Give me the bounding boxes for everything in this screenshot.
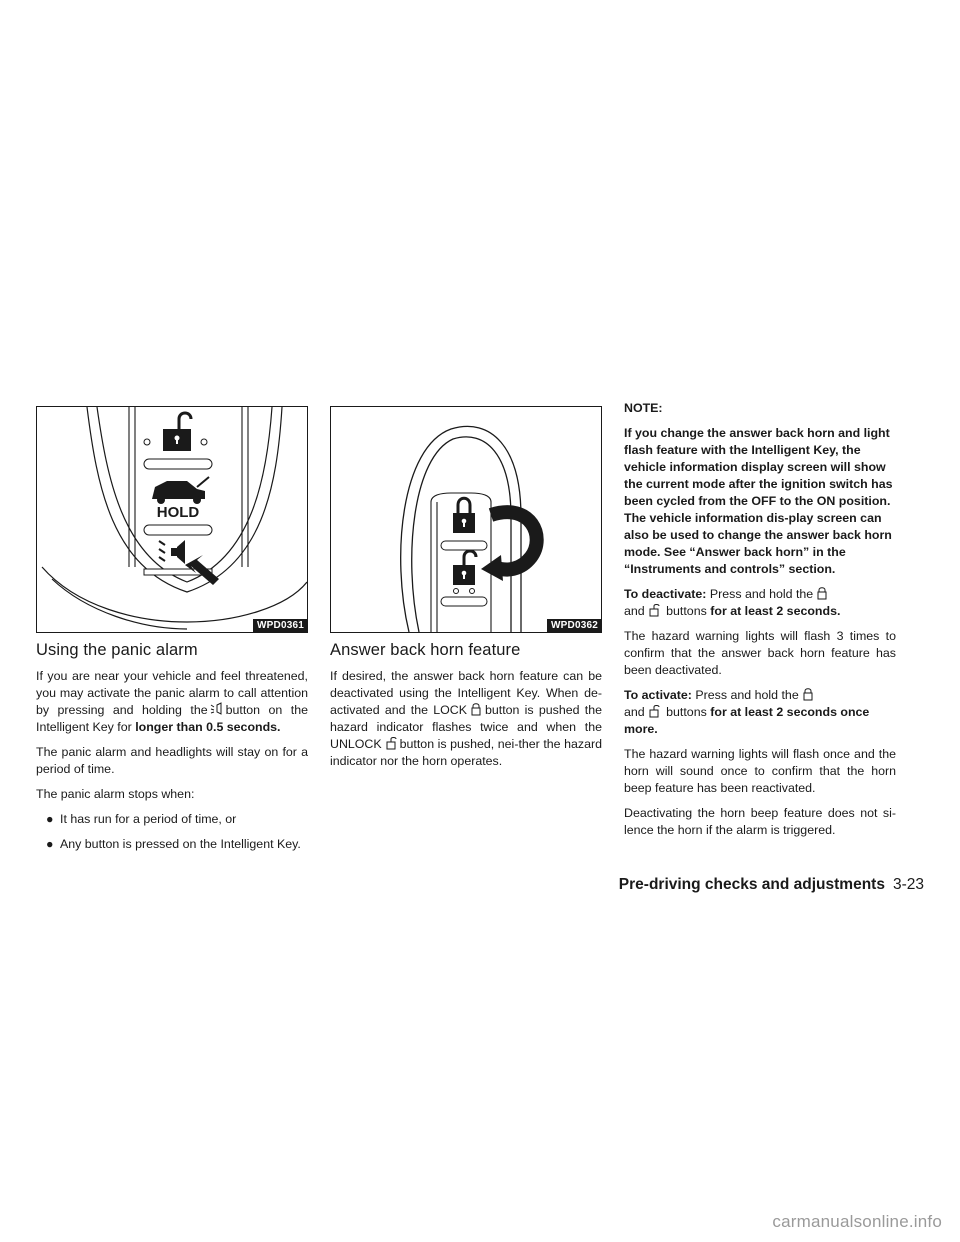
lock-icon <box>469 702 483 716</box>
unlock-icon <box>163 413 191 451</box>
trunk-icon <box>152 477 209 504</box>
unlock-icon <box>384 736 398 750</box>
paragraph: The hazard warning lights will flash 3 times to confirm that the answer back horn feature has been deactivated. <box>624 629 896 677</box>
deactivate-instruction: To deactivate: Press and hold the and buttons for at least 2 seconds. <box>624 587 841 618</box>
activate-instruction: To activate: Press and hold the and buttons for at least 2 seconds once more. <box>624 688 870 736</box>
list-item: ● Any button is pressed on the Intelligent Key. <box>46 837 301 851</box>
section-title: Answer back horn feature <box>330 641 521 659</box>
bullet-list <box>36 811 308 853</box>
list-item: ● It has run for a period of time, or <box>46 812 237 826</box>
paragraph: Deactivating the horn beep feature does not si-lence the horn if the alarm is triggered. <box>624 806 896 837</box>
figure-code: WPD0362 <box>547 619 601 632</box>
chapter-title: Pre-driving checks and adjustments <box>618 876 885 893</box>
figure-answer-back <box>330 406 602 633</box>
paragraph: If you are near your vehicle and feel threatened, you may activate the panic alarm to call attention by pressing and holding the button on the Intelligent Key for longer than 0.5 seconds. <box>36 669 308 734</box>
section-title: Using the panic alarm <box>36 641 198 659</box>
note-label: NOTE: <box>624 401 663 415</box>
figure-code: WPD0361 <box>253 619 307 632</box>
column-note <box>624 400 896 847</box>
watermark: carmanualsonline.info <box>772 1212 942 1231</box>
horn-icon <box>159 540 185 564</box>
lock-icon <box>815 586 829 600</box>
note-text: If you change the answer back horn and light flash feature with the Intelligent Key, the vehicle information display screen will show the current mode after the ignition switch has been cycled from the OFF to the ON position. The vehicle information dis-play screen can also be used to change the answer back horn mode. See “Answer back horn” in the “Instruments and controls” section. <box>624 426 893 576</box>
paragraph: The panic alarm stops when: <box>36 787 195 801</box>
paragraph: The panic alarm and headlights will stay on for a period of time. <box>36 745 308 776</box>
intelligent-key-lock-illustration <box>331 407 601 632</box>
panic-horn-icon <box>210 702 224 716</box>
column-panic <box>36 406 308 861</box>
hold-label: HOLD <box>156 504 200 521</box>
lock-icon <box>801 687 815 701</box>
intelligent-key-illustration <box>37 407 307 632</box>
column-answer-back <box>330 406 602 778</box>
paragraph: If desired, the answer back horn feature can be deactivated using the Intelligent Key. When de-activated and the LOCK button is pushed the hazard indicator flashes twice and when the UNLOCK button is pushed, nei-ther the hazard indicator nor the horn operates. <box>330 669 602 768</box>
paragraph: The hazard warning lights will flash once and the horn will sound once to confirm that the horn beep feature has been reactivated. <box>624 747 896 795</box>
circular-arrow-icon <box>481 512 537 581</box>
unlock-icon <box>647 603 661 617</box>
page-footer <box>619 876 924 894</box>
unlock-icon <box>647 704 661 718</box>
figure-panic-alarm <box>36 406 308 633</box>
unlock-icon <box>453 551 476 585</box>
lock-icon <box>453 498 475 533</box>
page-number: 3-23 <box>892 876 924 893</box>
